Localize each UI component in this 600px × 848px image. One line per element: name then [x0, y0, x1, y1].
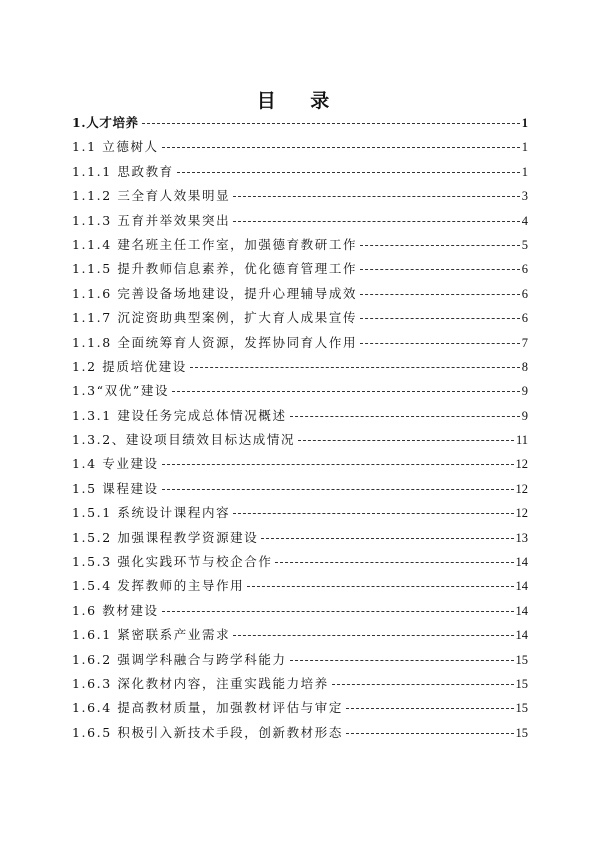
- toc-entry[interactable]: [72, 528, 528, 552]
- dot-leader: [360, 318, 520, 319]
- dot-leader: [360, 343, 520, 344]
- toc-entry-label: 1.2 提质培优建设: [72, 358, 187, 374]
- toc-entry-page-number: 15: [515, 725, 528, 740]
- toc-entry-label: 1.1 立德树人: [72, 139, 159, 155]
- dot-leader: [233, 196, 520, 197]
- dot-leader: [233, 513, 513, 514]
- dot-leader: [360, 294, 520, 295]
- page-title: 目 录: [256, 90, 344, 112]
- toc-entry-page-number: 14: [515, 603, 528, 618]
- toc-entry[interactable]: [72, 406, 528, 430]
- toc-entry-page-number: 15: [515, 701, 528, 716]
- toc-entry-label: 1.3“双优”建设: [72, 383, 170, 399]
- toc-entry-page-number: 11: [515, 433, 528, 448]
- toc-entry-page-number: 15: [515, 676, 528, 691]
- toc-entry-label: 1.1.1 思政教育: [72, 163, 174, 179]
- toc-entry-page-number: 6: [521, 286, 528, 301]
- toc-entry[interactable]: [72, 625, 528, 649]
- toc-entry-label: 1.1.6 完善设备场地建设，提升心理辅导成效: [72, 285, 358, 301]
- dot-leader: [275, 562, 513, 563]
- dot-leader: [346, 708, 514, 709]
- toc-entry-page-number: 1: [521, 140, 528, 155]
- toc-entry-page-number: 6: [521, 311, 528, 326]
- toc-entry[interactable]: [72, 650, 528, 674]
- toc-entry[interactable]: [72, 479, 528, 503]
- toc-entry-label: 1.5.2 加强课程教学资源建设: [72, 529, 259, 545]
- dot-leader: [290, 416, 520, 417]
- toc-entry[interactable]: [72, 698, 528, 722]
- toc-entry[interactable]: [72, 186, 528, 210]
- dot-leader: [190, 367, 520, 368]
- toc-entry-page-number: 9: [521, 408, 528, 423]
- toc-entry-label: 1.1.2 三全育人效果明显: [72, 188, 231, 204]
- toc-entry-label: 1.4 专业建设: [72, 456, 159, 472]
- toc-entry-label: 1.5 课程建设: [72, 480, 159, 496]
- toc-entry[interactable]: [72, 284, 528, 308]
- dot-leader: [298, 440, 514, 441]
- toc-entry-page-number: 14: [515, 628, 528, 643]
- toc-entry[interactable]: [72, 211, 528, 235]
- toc-entry[interactable]: [72, 162, 528, 186]
- toc-entry[interactable]: [72, 723, 528, 747]
- toc-entry[interactable]: [72, 674, 528, 698]
- toc-entry[interactable]: [72, 454, 528, 478]
- toc-entry-page-number: 14: [515, 579, 528, 594]
- toc-entry-page-number: 5: [521, 237, 528, 252]
- dot-leader: [261, 538, 513, 539]
- toc-entry-page-number: 14: [515, 555, 528, 570]
- toc-entry-page-number: 4: [521, 213, 528, 228]
- toc-entry-label: 1.3.2、建设项目绩效目标达成情况: [72, 432, 296, 448]
- dot-leader: [233, 221, 520, 222]
- table-of-contents: [72, 113, 528, 747]
- toc-entry[interactable]: [72, 137, 528, 161]
- toc-entry-label: 1.1.3 五育并举效果突出: [72, 212, 231, 228]
- dot-leader: [360, 269, 520, 270]
- dot-leader: [332, 684, 514, 685]
- toc-entry[interactable]: [72, 308, 528, 332]
- toc-entry[interactable]: [72, 357, 528, 381]
- toc-entry-label: 1.1.8 全面统筹育人资源，发挥协同育人作用: [72, 334, 358, 350]
- toc-entry[interactable]: [72, 552, 528, 576]
- toc-entry[interactable]: [72, 601, 528, 625]
- toc-entry-page-number: 1: [521, 116, 528, 130]
- dot-leader: [162, 464, 514, 465]
- toc-entry-label: 1.5.1 系统设计课程内容: [72, 505, 231, 521]
- toc-entry-page-number: 15: [515, 652, 528, 667]
- toc-entry-label: 1.5.3 强化实践环节与校企合作: [72, 554, 273, 570]
- dot-leader: [346, 733, 514, 734]
- dot-leader: [172, 391, 520, 392]
- dot-leader: [162, 147, 520, 148]
- toc-entry[interactable]: [72, 333, 528, 357]
- toc-entry-page-number: 7: [521, 335, 528, 350]
- toc-entry[interactable]: [72, 259, 528, 283]
- toc-entry-label: 1.5.4 发挥教师的主导作用: [72, 578, 245, 594]
- toc-entry-label: 1.6 教材建设: [72, 602, 159, 618]
- toc-entry[interactable]: [72, 381, 528, 405]
- toc-entry-label: 1.人才培养: [72, 115, 139, 130]
- toc-entry[interactable]: [72, 113, 528, 137]
- toc-entry-page-number: 3: [521, 189, 528, 204]
- toc-entry-page-number: 12: [515, 457, 528, 472]
- toc-entry-page-number: 6: [521, 262, 528, 277]
- toc-entry-label: 1.6.5 积极引入新技术手段，创新教材形态: [72, 724, 343, 740]
- toc-entry-page-number: 12: [515, 481, 528, 496]
- dot-leader: [290, 660, 514, 661]
- toc-entry-label: 1.6.2 强调学科融合与跨学科能力: [72, 651, 287, 667]
- toc-entry-label: 1.1.4 建名班主任工作室，加强德育教研工作: [72, 236, 358, 252]
- toc-entry-label: 1.6.3 深化教材内容，注重实践能力培养: [72, 675, 329, 691]
- dot-leader: [162, 611, 514, 612]
- dot-leader: [233, 635, 513, 636]
- dot-leader: [360, 245, 520, 246]
- toc-entry-page-number: 12: [515, 506, 528, 521]
- toc-entry-page-number: 8: [521, 359, 528, 374]
- toc-entry-label: 1.3.1 建设任务完成总体情况概述: [72, 407, 287, 423]
- toc-entry-page-number: 9: [521, 384, 528, 399]
- toc-entry[interactable]: [72, 235, 528, 259]
- toc-entry-page-number: 1: [521, 164, 528, 179]
- dot-leader: [177, 172, 520, 173]
- toc-entry-label: 1.1.7 沉淀资助典型案例，扩大育人成果宣传: [72, 310, 358, 326]
- toc-entry-label: 1.1.5 提升教师信息素养，优化德育管理工作: [72, 261, 358, 277]
- dot-leader: [142, 123, 520, 124]
- toc-entry[interactable]: [72, 576, 528, 600]
- toc-entry[interactable]: [72, 430, 528, 454]
- toc-entry-label: 1.6.1 紧密联系产业需求: [72, 627, 231, 643]
- dot-leader: [162, 489, 514, 490]
- toc-entry-label: 1.6.4 提高教材质量，加强教材评估与审定: [72, 700, 343, 716]
- toc-entry-page-number: 13: [515, 530, 528, 545]
- toc-entry[interactable]: [72, 503, 528, 527]
- dot-leader: [247, 586, 513, 587]
